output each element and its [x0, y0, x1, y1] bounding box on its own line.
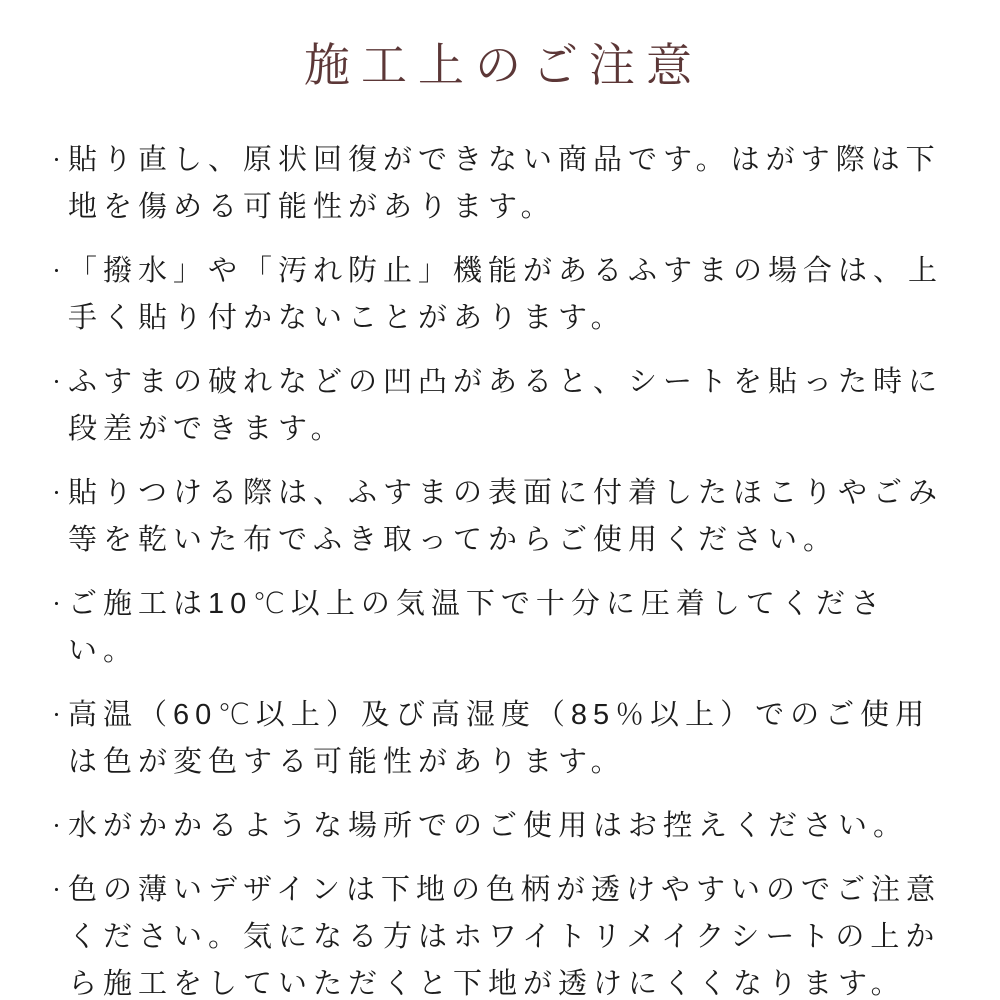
bullet-icon: ・: [48, 262, 65, 281]
note-text: 「撥水」や「汚れ防止」機能があるふすまの場合は、上手く貼り付かないことがあります。: [68, 255, 944, 334]
note-text: 水がかかるような場所でのご使用はお控えください。: [68, 810, 909, 842]
note-item-avoid-water: [48, 803, 948, 850]
note-text: ふすまの破れなどの凹凸があると、シートを貼った時に段差ができます。: [68, 366, 944, 445]
bullet-icon: ・: [48, 484, 65, 503]
note-item-discoloration: [48, 692, 948, 786]
note-item-light-colors: [48, 867, 948, 1000]
note-text: 貼りつける際は、ふすまの表面に付着したほこりやごみ等を乾いた布でふき取ってからご使用ください。: [68, 477, 944, 556]
note-text: ご施工は10℃以上の気温下で十分に圧着してください。: [68, 588, 886, 667]
note-item-water-repellent: [48, 248, 948, 342]
note-text: 貼り直し、原状回復ができない商品です。はがす際は下地を傷める可能性があります。: [68, 144, 941, 223]
bullet-icon: ・: [48, 373, 65, 392]
note-text: 色の薄いデザインは下地の色柄が透けやすいのでご注意ください。気になる方はホワイトリメイクシートの上から施工をしていただくと下地が透けにくくなります。: [68, 874, 941, 1000]
bullet-icon: ・: [48, 706, 65, 725]
note-item-surface-unevenness: [48, 359, 948, 453]
page-title: 施工上のご注意: [304, 39, 703, 91]
note-item-clean-before-use: [48, 470, 948, 564]
note-text: 高温（60℃以上）及び高湿度（85％以上）でのご使用は色が変色する可能性があります。: [68, 699, 931, 778]
bullet-icon: ・: [48, 817, 65, 836]
note-item-temperature: [48, 581, 948, 675]
bullet-icon: ・: [48, 595, 65, 614]
bullet-icon: ・: [48, 151, 65, 170]
note-item-repositioning: [48, 137, 948, 231]
notes-list: [48, 137, 948, 1000]
bullet-icon: ・: [48, 881, 65, 900]
